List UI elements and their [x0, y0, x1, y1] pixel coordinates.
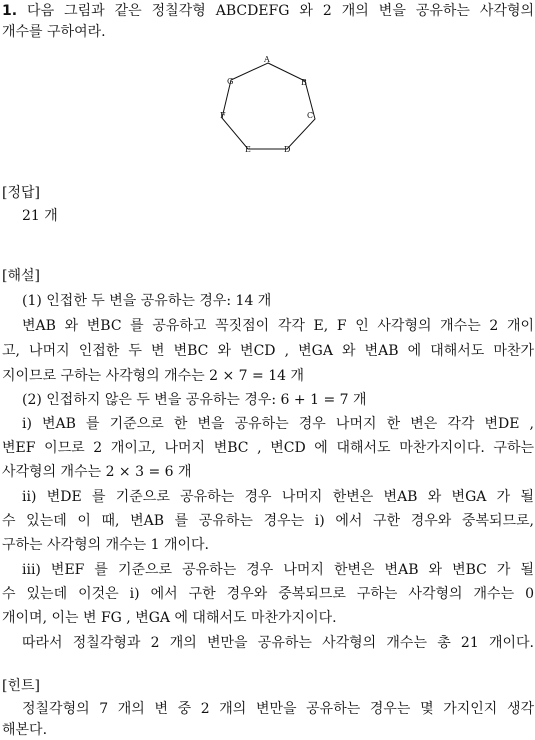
vertex-label-g: G: [227, 77, 234, 86]
solution-line-6: i) 변AB 를 기준으로 한 변을 공유하는 경우 나머지 한 변은 각각 변DE ,: [22, 416, 534, 432]
heptagon-shape: [222, 63, 315, 149]
solution-line-10: 수 있는데 이 때, 변AB 를 공유하는 경우는 i) 에서 구한 경우와 중복되므로,: [2, 513, 534, 529]
vertex-label-b: B: [301, 78, 307, 87]
vertex-label-e: E: [245, 145, 251, 154]
problem-text-1: 다음 그림과 같은 정칠각형 ABCDEFG 와 2 개의 변을 공유하는 사각형의: [27, 3, 534, 19]
heptagon-figure: [215, 56, 320, 154]
vertex-label-d: D: [284, 145, 291, 154]
solution-heading: [해설]: [2, 268, 40, 284]
problem-line-1: [2, 3, 534, 20]
answer-heading: [정답]: [2, 185, 40, 201]
problem-line-2: 개수를 구하여라.: [2, 24, 106, 40]
hint-line-1: 정칠각형의 7 개의 변 중 2 개의 변만을 공유하는 경우는 몇 가지인지 생각: [22, 701, 534, 717]
problem-number: 1.: [2, 3, 18, 19]
solution-line-2: 변AB 와 변BC 를 공유하고 꼭짓점이 각각 E, F 인 사각형의 개수는 2 개이: [22, 318, 534, 334]
solution-line-14: 개이며, 이는 변 FG , 변GA 에 대해서도 마찬가지이다.: [2, 610, 337, 626]
solution-line-12: iii) 변EF 를 기준으로 공유하는 경우 나머지 한변은 변AB 와 변BC 가 될: [22, 562, 534, 578]
solution-line-1: (1) 인접한 두 변을 공유하는 경우: 14 개: [22, 293, 272, 309]
solution-line-4: 지이므로 구하는 사각형의 개수는 2 × 7 = 14 개: [2, 368, 305, 384]
solution-line-9: ii) 변DE 를 기준으로 공유하는 경우 나머지 한변은 변AB 와 변GA 가 될: [22, 489, 534, 505]
solution-line-5: (2) 인접하지 않은 두 변을 공유하는 경우: 6 + 1 = 7 개: [22, 392, 367, 408]
hint-heading: [힌트]: [2, 678, 40, 694]
vertex-label-f: F: [220, 111, 226, 120]
solution-line-7: 변EF 이므로 2 개이고, 나머지 변BC , 변CD 에 대해서도 마찬가지이다. 구하는: [2, 440, 534, 456]
solution-line-15: 따라서 정칠각형과 2 개의 변만을 공유하는 사각형의 개수는 총 21 개이다.: [22, 635, 534, 651]
solution-line-3: 고, 나머지 인접한 두 변 변BC 와 변CD , 변GA 와 변AB 에 대해서도 마찬가: [2, 343, 534, 359]
solution-line-11: 구하는 사각형의 개수는 1 개이다.: [2, 537, 209, 553]
solution-line-8: 사각형의 개수는 2 × 3 = 6 개: [2, 464, 192, 480]
solution-line-13: 수 있는데 이것은 i) 에서 구한 경우와 중복되므로 구하는 사각형의 개수는 0: [2, 586, 534, 602]
answer-value: 21 개: [22, 208, 58, 224]
vertex-label-c: C: [307, 111, 314, 120]
hint-line-2: 해본다.: [2, 722, 48, 738]
vertex-label-a: A: [264, 56, 270, 64]
